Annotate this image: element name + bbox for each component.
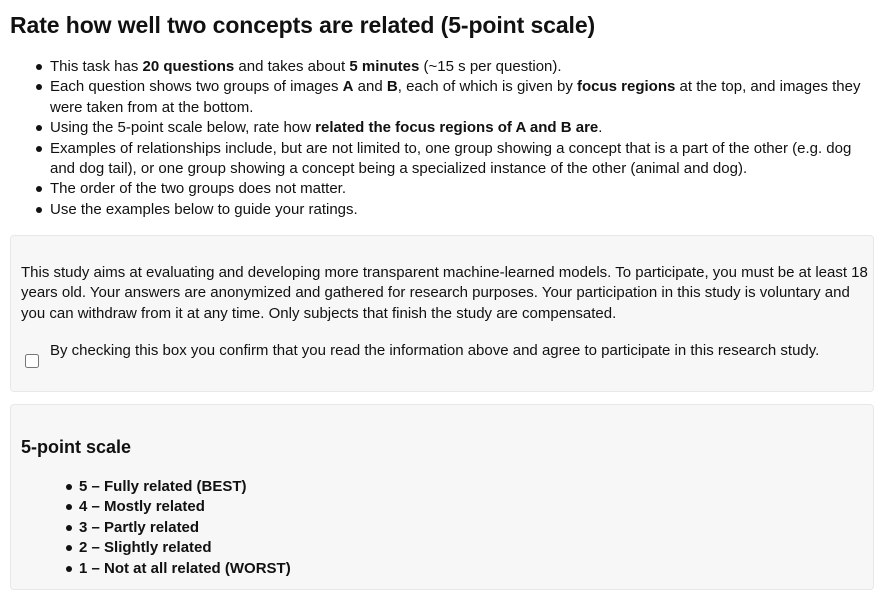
instruction-item: This task has 20 questions and takes about 5 minutes (~15 s per question). <box>10 57 878 77</box>
scale-item-1: 1 – Not at all related (WORST) <box>11 559 291 579</box>
instruction-item: Each question shows two groups of images A and B, each of which is given by focus regions at the top, and images they were taken from at the bottom. <box>10 77 878 118</box>
scale-list <box>11 477 291 579</box>
consent-checkbox-label[interactable]: By checking this box you confirm that you read the information above and agree to participate in this research study. <box>50 342 820 359</box>
scale-item-5: 5 – Fully related (BEST) <box>11 477 291 497</box>
scale-title: 5-point scale <box>21 437 132 457</box>
instruction-item: Use the examples below to guide your ratings. <box>10 200 878 220</box>
scale-panel <box>10 404 874 590</box>
instruction-item: Using the 5-point scale below, rate how related the focus regions of A and B are. <box>10 118 878 138</box>
instructions-list <box>10 57 878 220</box>
consent-panel <box>10 235 874 392</box>
scale-item-3: 3 – Partly related <box>11 518 291 538</box>
scale-item-2: 2 – Slightly related <box>11 538 291 558</box>
consent-checkbox[interactable] <box>25 354 39 368</box>
instruction-item: The order of the two groups does not matter. <box>10 179 878 199</box>
instruction-item: Examples of relationships include, but are not limited to, one group showing a concept that is a part of the other (e.g. dog and dog tail), or one group showing a concept being a specialized instance of the other (animal and dog). <box>10 139 878 180</box>
page-title: Rate how well two concepts are related (5-point scale) <box>10 12 596 38</box>
scale-item-4: 4 – Mostly related <box>11 497 291 517</box>
consent-text: This study aims at evaluating and developing more transparent machine-learned models. To participate, you must be at least 18 years old. Your answers are anonymized and gathered for research purposes. Your participation in this study is voluntary and you can withdraw from it at any time. Only subjects that finish the study are compensated. <box>21 264 868 322</box>
